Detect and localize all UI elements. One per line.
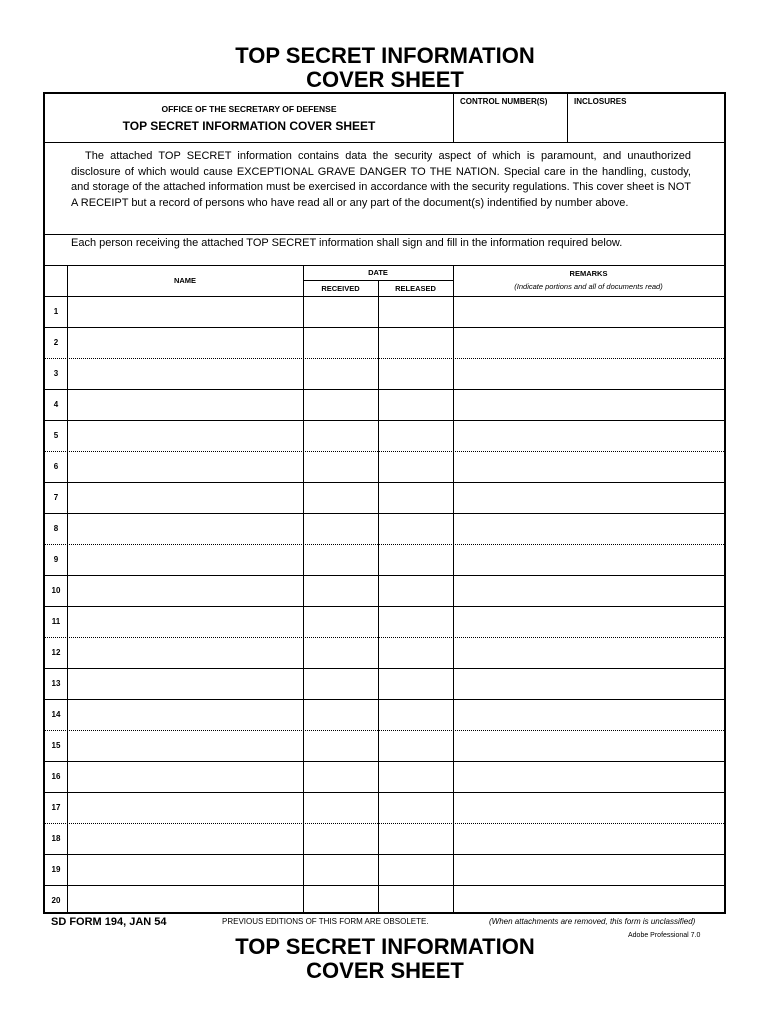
received-header: RECEIVED <box>321 284 360 293</box>
received-cell[interactable] <box>303 885 378 916</box>
remarks-cell[interactable] <box>453 482 724 513</box>
received-cell[interactable] <box>303 637 378 668</box>
row-number: 5 <box>53 431 59 440</box>
received-cell[interactable] <box>303 296 378 327</box>
name-cell[interactable] <box>67 575 303 606</box>
remarks-cell[interactable] <box>453 296 724 327</box>
received-cell[interactable] <box>303 389 378 420</box>
instruction-text: Each person receiving the attached TOP SECRET information shall sign and fill in the information required below. <box>71 237 623 249</box>
row-number: 9 <box>53 555 59 564</box>
released-cell[interactable] <box>378 327 453 358</box>
name-cell[interactable] <box>67 606 303 637</box>
title-line-1: TOP SECRET INFORMATION <box>235 43 535 68</box>
received-cell[interactable] <box>303 327 378 358</box>
row-number: 16 <box>51 772 61 781</box>
row-number: 4 <box>53 400 59 409</box>
row-number: 1 <box>53 307 59 316</box>
name-cell[interactable] <box>67 699 303 730</box>
released-cell[interactable] <box>378 420 453 451</box>
released-cell[interactable] <box>378 544 453 575</box>
released-cell[interactable] <box>378 730 453 761</box>
row-number: 15 <box>51 741 61 750</box>
row-number: 11 <box>51 617 61 626</box>
remarks-cell[interactable] <box>453 544 724 575</box>
received-cell[interactable] <box>303 575 378 606</box>
inclosures-label: INCLOSURES <box>574 97 627 106</box>
released-cell[interactable] <box>378 637 453 668</box>
row-number: 13 <box>51 679 61 688</box>
received-cell[interactable] <box>303 544 378 575</box>
released-cell[interactable] <box>378 823 453 854</box>
released-cell[interactable] <box>378 389 453 420</box>
remarks-header: REMARKS <box>569 269 608 278</box>
title-line-2: COVER SHEET <box>306 67 464 92</box>
form-box <box>43 92 726 914</box>
name-cell[interactable] <box>67 668 303 699</box>
warning-paragraph: The attached TOP SECRET information contains data the security aspect of which is paramount, and unauthorized disclosure of which would cause EXCEPTIONAL GRAVE DANGER TO THE NATION. Special care in the handling, custody, and storage of the attached information must be exercised in accordance with the security regulations. This cover sheet is NOT A RECEIPT but a record of persons who have read all or any part of the document(s) indentified by number above. <box>71 150 691 209</box>
remarks-cell[interactable] <box>453 699 724 730</box>
released-cell[interactable] <box>378 854 453 885</box>
released-cell[interactable] <box>378 699 453 730</box>
name-cell[interactable] <box>67 792 303 823</box>
name-cell[interactable] <box>67 420 303 451</box>
remarks-cell[interactable] <box>453 451 724 482</box>
bottom-title <box>0 935 770 983</box>
released-cell[interactable] <box>378 761 453 792</box>
name-cell[interactable] <box>67 823 303 854</box>
released-cell[interactable] <box>378 668 453 699</box>
remarks-cell[interactable] <box>453 420 724 451</box>
remarks-cell[interactable] <box>453 606 724 637</box>
row-number: 6 <box>53 462 59 471</box>
agency-label: OFFICE OF THE SECRETARY OF DEFENSE <box>161 104 337 114</box>
inclosures-field[interactable] <box>567 94 725 142</box>
classification-note: (When attachments are removed, this form is unclassified) <box>489 917 696 926</box>
released-cell[interactable] <box>378 296 453 327</box>
received-cell[interactable] <box>303 668 378 699</box>
table-top-border <box>45 265 724 266</box>
released-cell[interactable] <box>378 513 453 544</box>
remarks-cell[interactable] <box>453 513 724 544</box>
remarks-cell[interactable] <box>453 637 724 668</box>
row-number: 19 <box>51 865 61 874</box>
released-cell[interactable] <box>378 358 453 389</box>
remarks-cell[interactable] <box>453 668 724 699</box>
name-cell[interactable] <box>67 327 303 358</box>
received-cell[interactable] <box>303 730 378 761</box>
page-title <box>0 44 770 92</box>
received-cell[interactable] <box>303 761 378 792</box>
remarks-cell[interactable] <box>453 389 724 420</box>
row-number: 3 <box>53 369 59 378</box>
bottom-title-line-1: TOP SECRET INFORMATION <box>235 934 535 959</box>
form-id: SD FORM 194, JAN 54 <box>51 916 167 928</box>
received-cell[interactable] <box>303 823 378 854</box>
control-numbers-label: CONTROL NUMBER(S) <box>460 97 548 106</box>
row-number: 20 <box>51 896 61 905</box>
received-cell[interactable] <box>303 482 378 513</box>
name-cell[interactable] <box>67 451 303 482</box>
name-cell[interactable] <box>67 513 303 544</box>
released-cell[interactable] <box>378 792 453 823</box>
remarks-note: (Indicate portions and all of documents read) <box>514 282 663 291</box>
bottom-title-line-2: COVER SHEET <box>306 958 464 983</box>
remarks-cell[interactable] <box>453 792 724 823</box>
released-cell[interactable] <box>378 606 453 637</box>
released-header: RELEASED <box>395 284 436 293</box>
released-cell[interactable] <box>378 451 453 482</box>
name-cell[interactable] <box>67 296 303 327</box>
name-cell[interactable] <box>67 544 303 575</box>
received-cell[interactable] <box>303 358 378 389</box>
received-cell[interactable] <box>303 451 378 482</box>
control-numbers-field[interactable] <box>453 94 568 142</box>
remarks-cell[interactable] <box>453 358 724 389</box>
name-cell[interactable] <box>67 761 303 792</box>
name-cell[interactable] <box>67 482 303 513</box>
row-number: 8 <box>53 524 59 533</box>
name-cell[interactable] <box>67 730 303 761</box>
signature-table <box>45 265 724 914</box>
name-cell[interactable] <box>67 885 303 916</box>
row-number: 17 <box>51 803 61 812</box>
released-cell[interactable] <box>378 885 453 916</box>
date-header: DATE <box>368 268 388 277</box>
received-cell[interactable] <box>303 854 378 885</box>
name-cell[interactable] <box>67 637 303 668</box>
received-cell[interactable] <box>303 513 378 544</box>
remarks-cell[interactable] <box>453 575 724 606</box>
received-cell[interactable] <box>303 420 378 451</box>
row-number: 18 <box>51 834 61 843</box>
divider <box>45 234 724 235</box>
row-number: 12 <box>51 648 61 657</box>
remarks-cell[interactable] <box>453 823 724 854</box>
remarks-cell[interactable] <box>453 885 724 916</box>
row-number: 10 <box>51 586 61 595</box>
software-label: Adobe Professional 7.0 <box>628 932 701 939</box>
name-cell[interactable] <box>67 389 303 420</box>
released-cell[interactable] <box>378 482 453 513</box>
form-header <box>45 94 724 143</box>
name-cell[interactable] <box>67 358 303 389</box>
received-cell[interactable] <box>303 792 378 823</box>
received-cell[interactable] <box>303 699 378 730</box>
name-cell[interactable] <box>67 854 303 885</box>
previous-editions-note: PREVIOUS EDITIONS OF THIS FORM ARE OBSOLETE. <box>222 917 429 926</box>
remarks-cell[interactable] <box>453 854 724 885</box>
remarks-cell[interactable] <box>453 761 724 792</box>
received-cell[interactable] <box>303 606 378 637</box>
row-number: 14 <box>51 710 61 719</box>
form-title: TOP SECRET INFORMATION COVER SHEET <box>122 119 376 133</box>
row-number: 2 <box>53 338 59 347</box>
remarks-cell[interactable] <box>453 730 724 761</box>
row-number: 7 <box>53 493 59 502</box>
name-header: NAME <box>173 276 197 285</box>
released-cell[interactable] <box>378 575 453 606</box>
remarks-cell[interactable] <box>453 327 724 358</box>
